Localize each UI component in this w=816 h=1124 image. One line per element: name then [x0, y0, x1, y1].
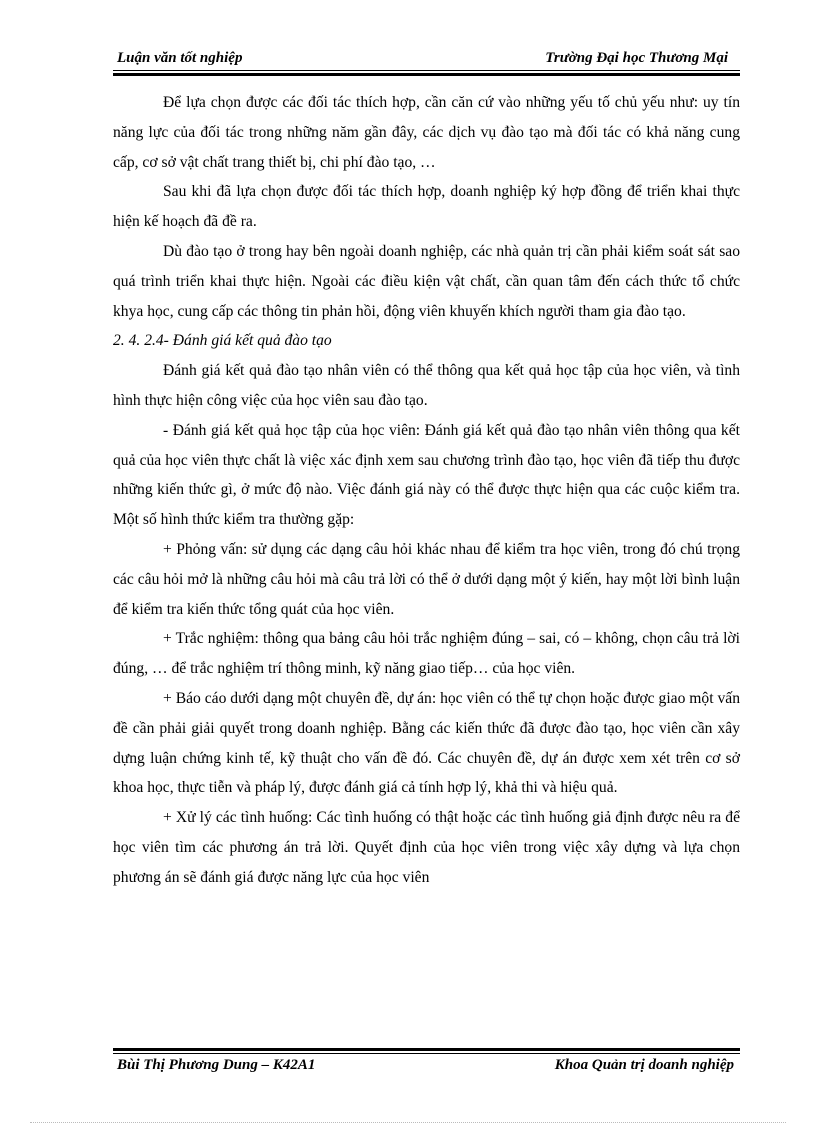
paragraph-learning-results: - Đánh giá kết quả học tập của học viên: Đánh giá kết quả đào tạo nhân viên thông qua kết quả của học viên thực chất là việc xác định xem sau chương trình đào tạo, học viên đã tiếp thu được những kiến thức gì, ở mức độ nào. Việc đánh giá này có thể được thực hiện qua các cuộc kiểm tra. Một số hình thức kiểm tra thường gặp: [113, 421, 740, 529]
footer-author: Bùi Thị Phương Dung – K42A1 [117, 1057, 316, 1073]
footer-rule-thin [113, 1053, 740, 1054]
paragraph-case-handling: + Xử lý các tình huống: Các tình huống có thật hoặc các tình huống giả định được nêu ra để học viên tìm các phương án trả lời. Quyết định của học viên trong việc xây dựng và lựa chọn phương án sẽ đánh giá được năng lực của học viên [113, 809, 740, 886]
paragraph-evaluation-intro: Đánh giá kết quả đào tạo nhân viên có thể thông qua kết quả học tập của học viên, và tình hình thực hiện công việc của học viên sau đào tạo. [113, 362, 740, 409]
paragraph-control-implementation: Dù đào tạo ở trong hay bên ngoài doanh nghiệp, các nhà quản trị cần phải kiểm soát sát sao quá trình triển khai thực hiện. Ngoài các điều kiện vật chất, cần quan tâm đến cách thức tổ chức khya học, cung cấp các thông tin phản hồi, động viên khuyến khích người tham gia đào tạo. [113, 242, 740, 320]
footer-faculty: Khoa Quản trị doanh nghiệp [554, 1057, 734, 1073]
header-rule-thin [113, 70, 740, 71]
header-thesis-label: Luận văn tốt nghiệp [117, 50, 243, 66]
paragraph-report: + Báo cáo dưới dạng một chuyên đề, dự án: học viên có thể tự chọn hoặc được giao một vấn đề cần phải giải quyết trong doanh nghiệp. Bằng các kiến thức đã được đào tạo, học viên cần xây dựng luận chứng kinh tế, kỹ thuật cho vấn đề đó. Các chuyên đề, dự án được xem xét trên cơ sở khoa học, thực tiễn và pháp lý, được đánh giá cả tính hợp lý, khả thi và hiệu quả. [113, 689, 740, 797]
paragraph-partner-criteria: Để lựa chọn được các đối tác thích hợp, cần căn cứ vào những yếu tố chủ yếu như: uy tín năng lực của đối tác trong những năm gần đây, các dịch vụ đào tạo mà đối tác có khả năng cung cấp, cơ sở vật chất trang thiết bị, chi phí đào tạo, … [113, 94, 740, 171]
page-header [113, 48, 740, 70]
header-rule-thick [113, 73, 740, 76]
document-body [113, 88, 740, 893]
section-heading: 2. 4. 2.4- Đánh giá kết quả đào tạo [113, 332, 332, 350]
page-footer [113, 1055, 740, 1077]
header-university-name: Trường Đại học Thương Mại [545, 50, 728, 66]
paragraph-quiz: + Trắc nghiệm: thông qua bảng câu hỏi trắc nghiệm đúng – sai, có – không, chọn câu trả lời đúng, … để trắc nghiệm trí thông minh, kỹ năng giao tiếp… của học viên. [113, 630, 740, 678]
paragraph-interview: + Phỏng vấn: sử dụng các dạng câu hỏi khác nhau để kiểm tra học viên, trong đó chú trọng các câu hỏi mở là những câu hỏi mà câu trả lời có thể ở dưới dạng một ý kiến, hay một lời bình luận để kiểm tra kiến thức tổng quát của học viên. [113, 540, 740, 618]
paragraph-sign-contract: Sau khi đã lựa chọn được đối tác thích hợp, doanh nghiệp ký hợp đồng để triển khai thực hiện kế hoạch đã đề ra. [113, 183, 740, 231]
footer-rule-thick [113, 1048, 740, 1051]
